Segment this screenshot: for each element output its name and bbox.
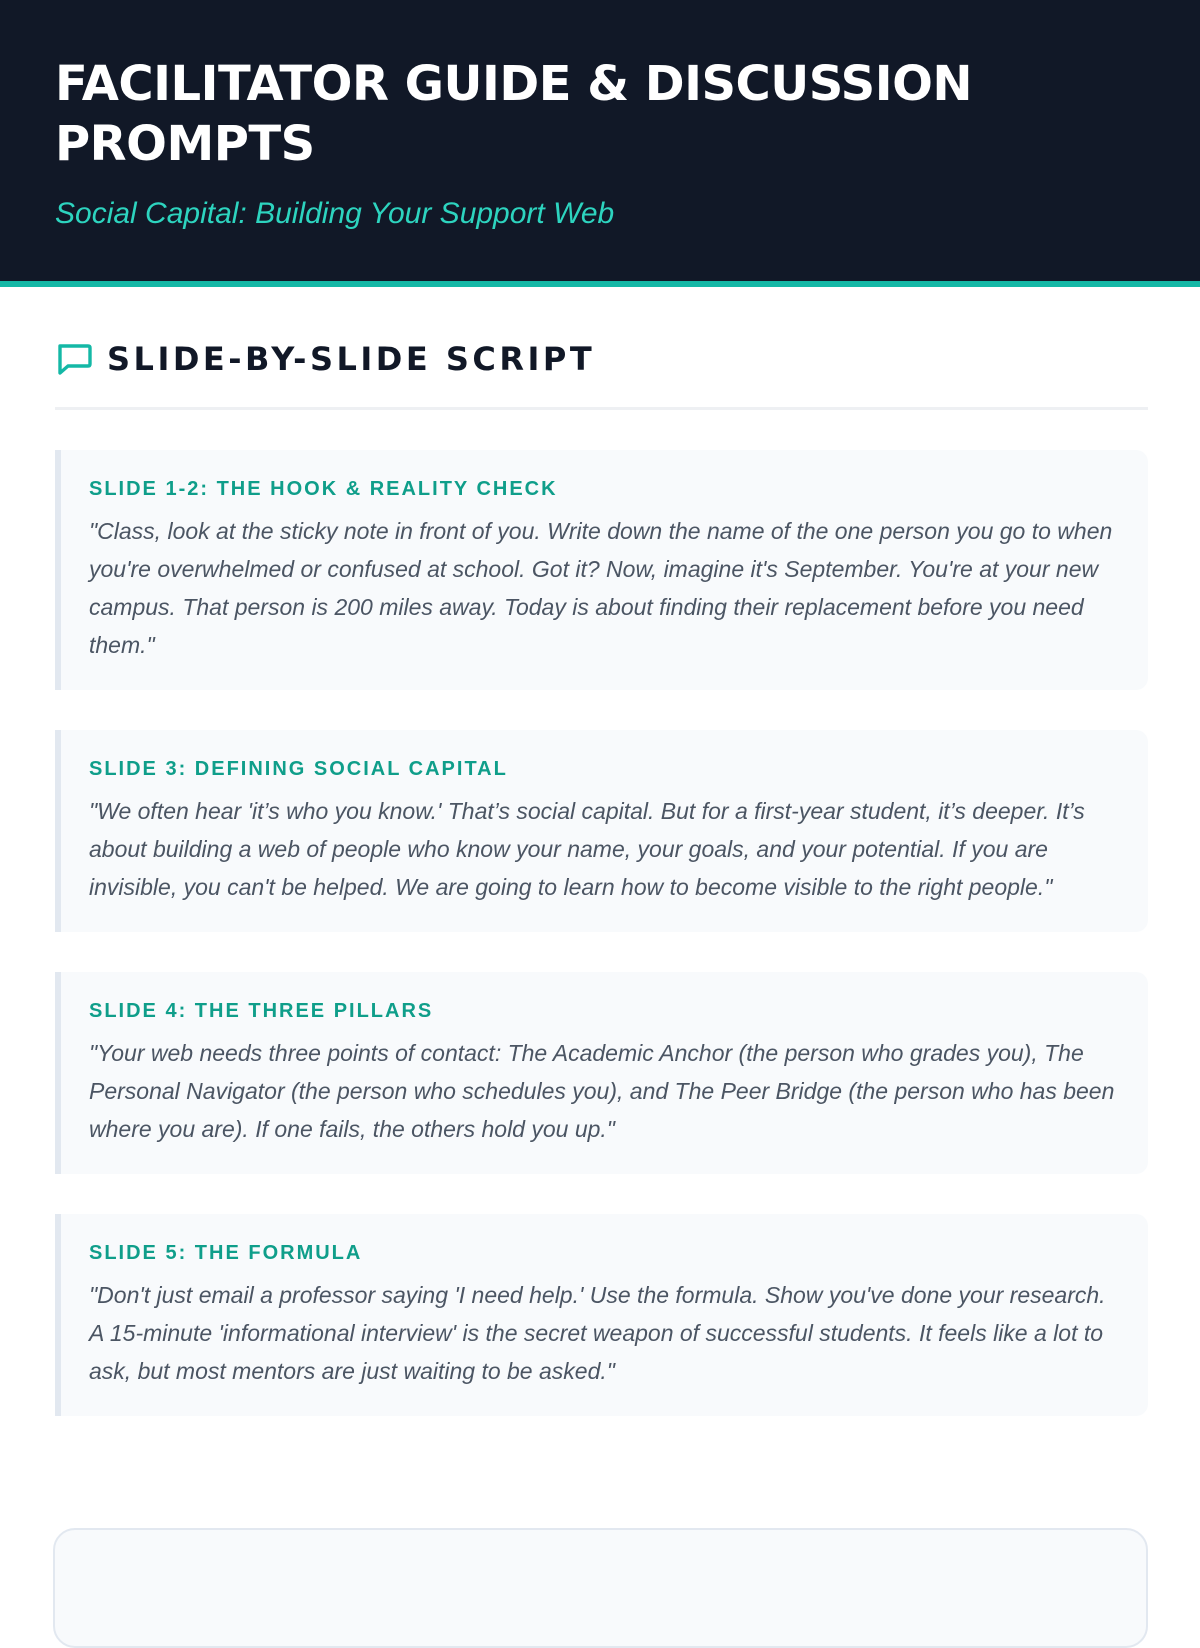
slide-card (55, 1214, 1148, 1416)
section-title: SLIDE-BY-SLIDE SCRIPT (107, 340, 596, 378)
slide-label: SLIDE 3: DEFINING SOCIAL CAPITAL (89, 758, 508, 780)
slide-quote: "Class, look at the sticky note in front of you. Write down the name of the one person you go to when you're overwhelmed or confused at school. Got it? Now, imagine it's September. You're at your new campus. That person is 200 miles away. Today is about finding their replacement before you need them." (89, 518, 1113, 658)
slide-card (55, 972, 1148, 1174)
chat-bubble-icon (55, 340, 93, 378)
slide-label: SLIDE 4: THE THREE PILLARS (89, 1000, 434, 1022)
slide-list (55, 450, 1148, 1416)
slide-card (55, 450, 1148, 690)
slide-card (55, 730, 1148, 932)
slide-quote: "Your web needs three points of contact: The Academic Anchor (the person who grades you), The Personal Navigator (the person who schedules you), and The Peer Bridge (the person who has been where you are). If one fails, the others hold you up." (89, 1040, 1115, 1142)
main-content (55, 287, 1148, 1456)
slide-label: SLIDE 1-2: THE HOOK & REALITY CHECK (89, 478, 558, 500)
slide-label: SLIDE 5: THE FORMULA (89, 1242, 363, 1264)
page-subtitle: Social Capital: Building Your Support Web (55, 197, 615, 230)
next-section-card (53, 1528, 1148, 1648)
slide-quote: "Don't just email a professor saying 'I need help.' Use the formula. Show you've done your research. A 15-minute 'informational interview' is the secret weapon of successful students. It feels like a lot to ask, but most mentors are just waiting to be asked." (89, 1282, 1106, 1384)
section-heading (55, 287, 1148, 410)
page-title: FACILITATOR GUIDE & DISCUSSION PROMPTS (55, 56, 973, 172)
slide-quote: "We often hear 'it’s who you know.' That’s social capital. But for a first-year student, it’s deeper. It’s about building a web of people who know your name, your goals, and your potential. If you are invisible, you can't be helped. We are going to learn how to become visible to the right people." (89, 798, 1085, 900)
page-header (0, 0, 1200, 287)
